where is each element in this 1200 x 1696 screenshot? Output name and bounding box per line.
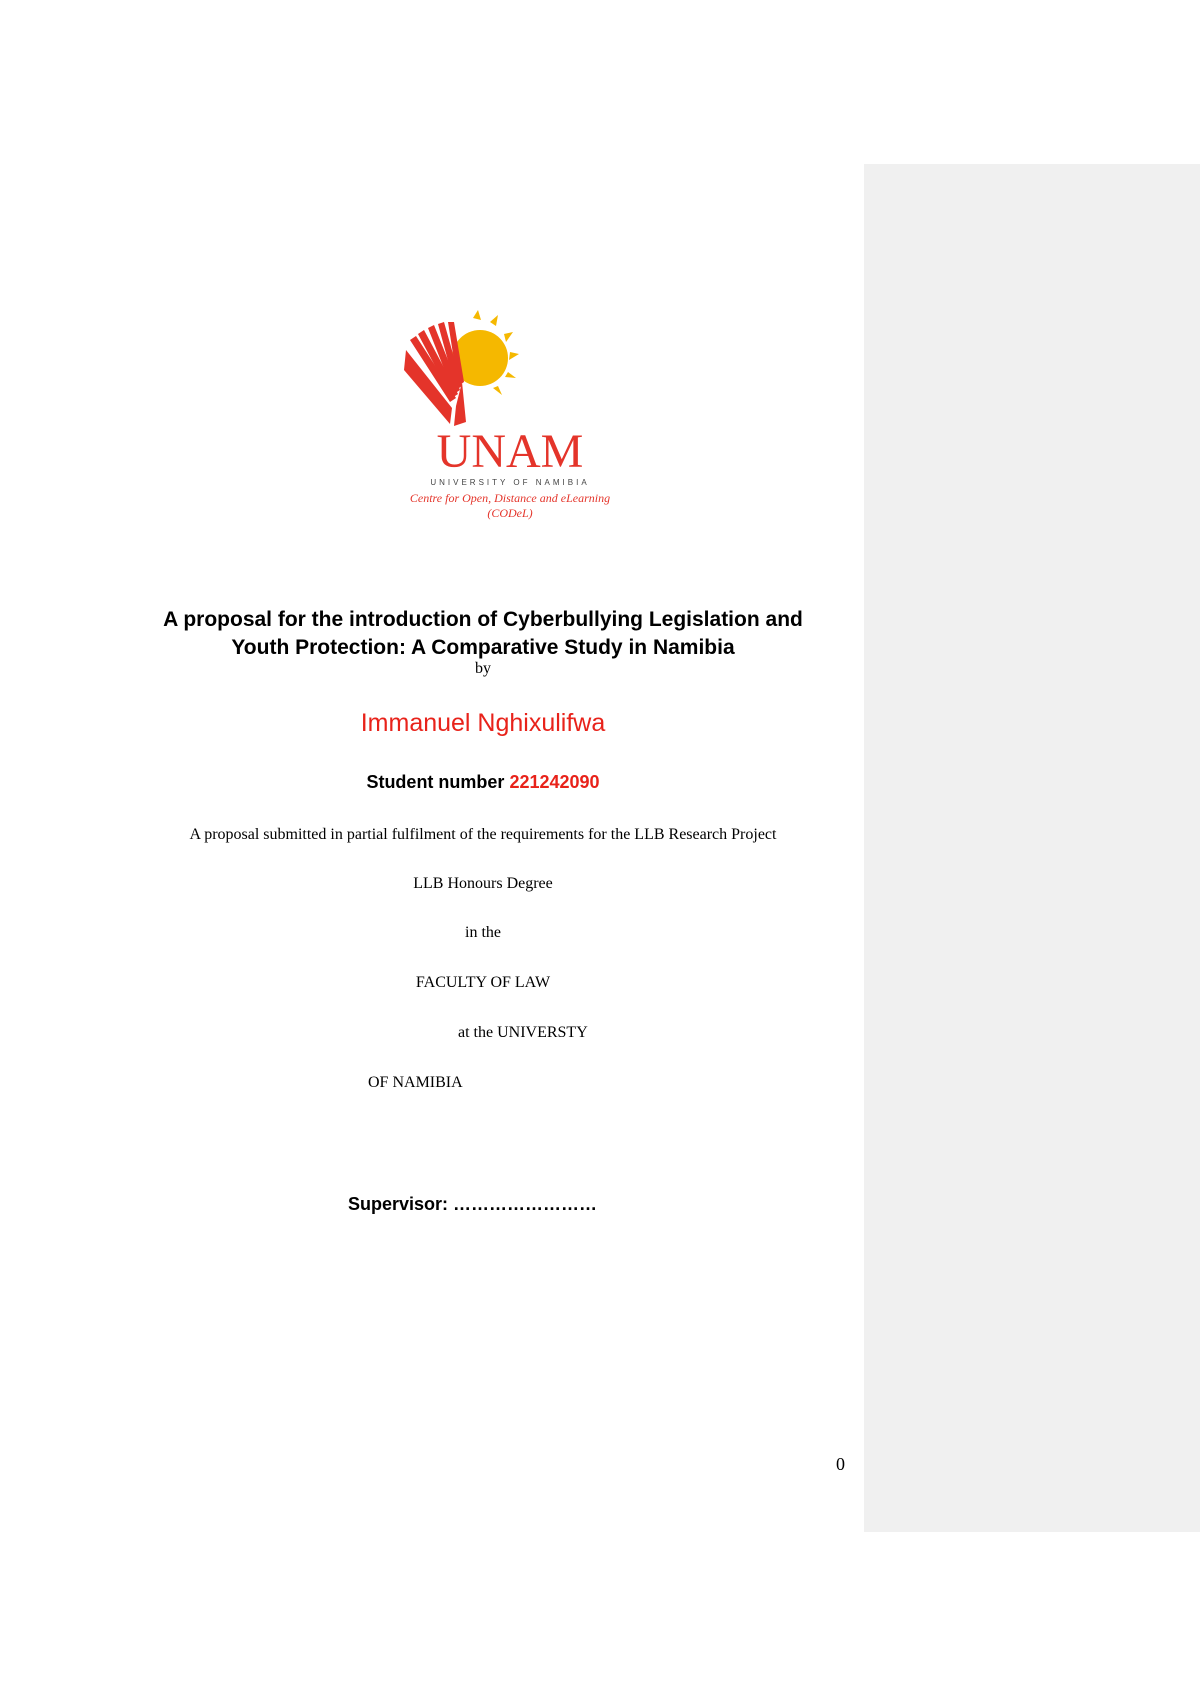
author-name: Immanuel Nghixulifwa (360, 709, 606, 737)
comment-pane (864, 164, 1200, 1532)
student-number-label: Student number (366, 772, 505, 792)
title-line2: Youth Protection: A Comparative Study in Namibia (231, 636, 735, 659)
page-number: 0 (836, 1454, 845, 1474)
logo-centre-text (380, 491, 640, 521)
book-sun-icon (400, 310, 620, 430)
degree-name: LLB Honours Degree (413, 875, 553, 892)
logo-wordmark: UNAM (436, 425, 584, 478)
faculty-name: FACULTY OF LAW (415, 974, 551, 991)
title-line1: A proposal for the introduction of Cyberbullying Legislation and (163, 608, 803, 631)
logo-subtitle: UNIVERSITY OF NAMIBIA (430, 478, 590, 487)
at-the-text: at the UNIVERSTY (458, 1024, 588, 1041)
logo-centre-line1: Centre for Open, Distance and eLearning (409, 491, 611, 505)
supervisor-line: Supervisor: …………………… (348, 1194, 598, 1214)
by-label: by (475, 660, 491, 677)
submission-statement: A proposal submitted in partial fulfilment of the requirements for the LLB Research Project (189, 826, 777, 843)
document-title (120, 606, 846, 662)
student-number (120, 772, 846, 793)
logo-centre-line2: (CODeL) (487, 506, 533, 520)
in-the-text: in the (465, 924, 501, 941)
unam-logo (400, 310, 620, 520)
student-number-value: 221242090 (509, 772, 600, 792)
university-name: OF NAMIBIA (368, 1074, 463, 1091)
